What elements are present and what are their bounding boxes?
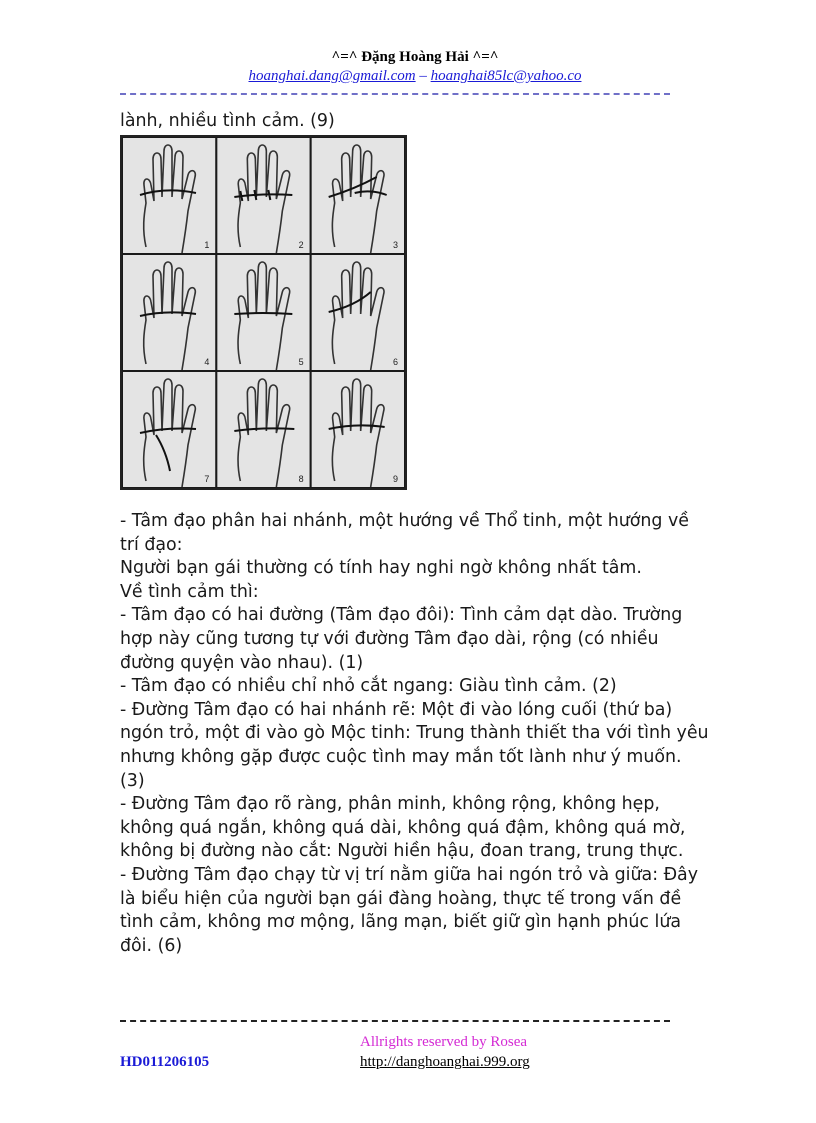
paragraph: - Tâm đạo phân hai nhánh, một hướng về Thổ tinh, một hướng về trí đạo: (120, 511, 689, 555)
heart-line (234, 313, 292, 314)
palm-cell (122, 371, 216, 488)
palm-cell (311, 254, 405, 371)
cell-frame (122, 137, 216, 254)
article-body (120, 510, 710, 958)
cell-number: 7 (204, 474, 210, 484)
palm-cell (216, 371, 310, 488)
rights-notice: Allrights reserved by Rosea (360, 1034, 528, 1050)
cell-number: 1 (204, 240, 210, 250)
paragraph: - Tâm đạo có hai đường (Tâm đạo đôi): Tình cảm dạt dào. Trường hợp này cũng tương tự với đường Tâm đạo dài, rộng (có nhiều đường quyện vào nhau). (1) (120, 605, 683, 673)
paragraph: - Đường Tâm đạo có hai nhánh rẽ: Một đi vào lóng cuối (thứ ba) ngón trỏ, một đi vào gò Mộc tinh: Trung thành thiết tha với tình yêu nhưng không gặp được cuộc tình may mắn tốt lành như ý muốn. (3) (120, 699, 709, 791)
cell-frame (216, 137, 310, 254)
paragraph: - Đường Tâm đạo chạy từ vị trí nằm giữa hai ngón trỏ và giữa: Đây là biểu hiện của người bạn gái đàng hoàng, thực tế trong vấn đề tình cảm, không mơ mộng, lãng mạn, biết giữ gìn hạnh phúc lứa đôi. (6) (120, 864, 699, 956)
email-separator: – (415, 68, 431, 84)
cell-frame (216, 371, 310, 488)
page-header (120, 48, 710, 86)
contact-links (120, 66, 710, 86)
palm-cell (122, 137, 216, 254)
palm-cell (216, 254, 310, 371)
footer-divider (120, 1020, 670, 1022)
cell-number: 4 (204, 357, 210, 367)
email-link-yahoo[interactable]: hoanghai85lc@yahoo.co (430, 68, 582, 84)
paragraph: Về tình cảm thì: (120, 581, 259, 602)
footer-credits (360, 1032, 530, 1072)
palm-cell (311, 371, 405, 488)
palm-line-illustration (120, 135, 407, 490)
paragraph: - Đường Tâm đạo rõ ràng, phân minh, không rộng, không hẹp, không quá ngắn, không quá dài, không quá đậm, không quá mờ, không bị đường nào cắt: Người hiền hậu, đoan trang, trung thực. (120, 794, 686, 862)
cell-number: 6 (393, 357, 399, 367)
cell-number: 8 (298, 474, 304, 484)
cell-number: 5 (298, 357, 304, 367)
cell-number: 2 (298, 240, 304, 250)
cell-frame (311, 254, 405, 371)
cell-frame (311, 137, 405, 254)
palm-grid-svg (122, 137, 405, 488)
cell-frame (311, 371, 405, 488)
palm-cell (311, 137, 405, 254)
website-link[interactable]: http://danghoanghai.999.org (360, 1054, 530, 1070)
palm-cell (216, 137, 310, 254)
document-code: HD011206105 (120, 1054, 210, 1070)
lead-text: lành, nhiều tình cảm. (9) (120, 111, 335, 131)
header-divider (120, 93, 670, 95)
author-title: ^=^ Đặng Hoàng Hải ^=^ (331, 49, 499, 65)
cell-number: 3 (393, 240, 399, 250)
cell-number: 9 (393, 474, 399, 484)
palm-cell (122, 254, 216, 371)
paragraph: - Tâm đạo có nhiều chỉ nhỏ cắt ngang: Giàu tình cảm. (2) (120, 676, 617, 697)
email-link-gmail[interactable]: hoanghai.dang@gmail.com (248, 68, 416, 84)
paragraph: Người bạn gái thường có tính hay nghi ngờ không nhất tâm. (120, 558, 642, 579)
